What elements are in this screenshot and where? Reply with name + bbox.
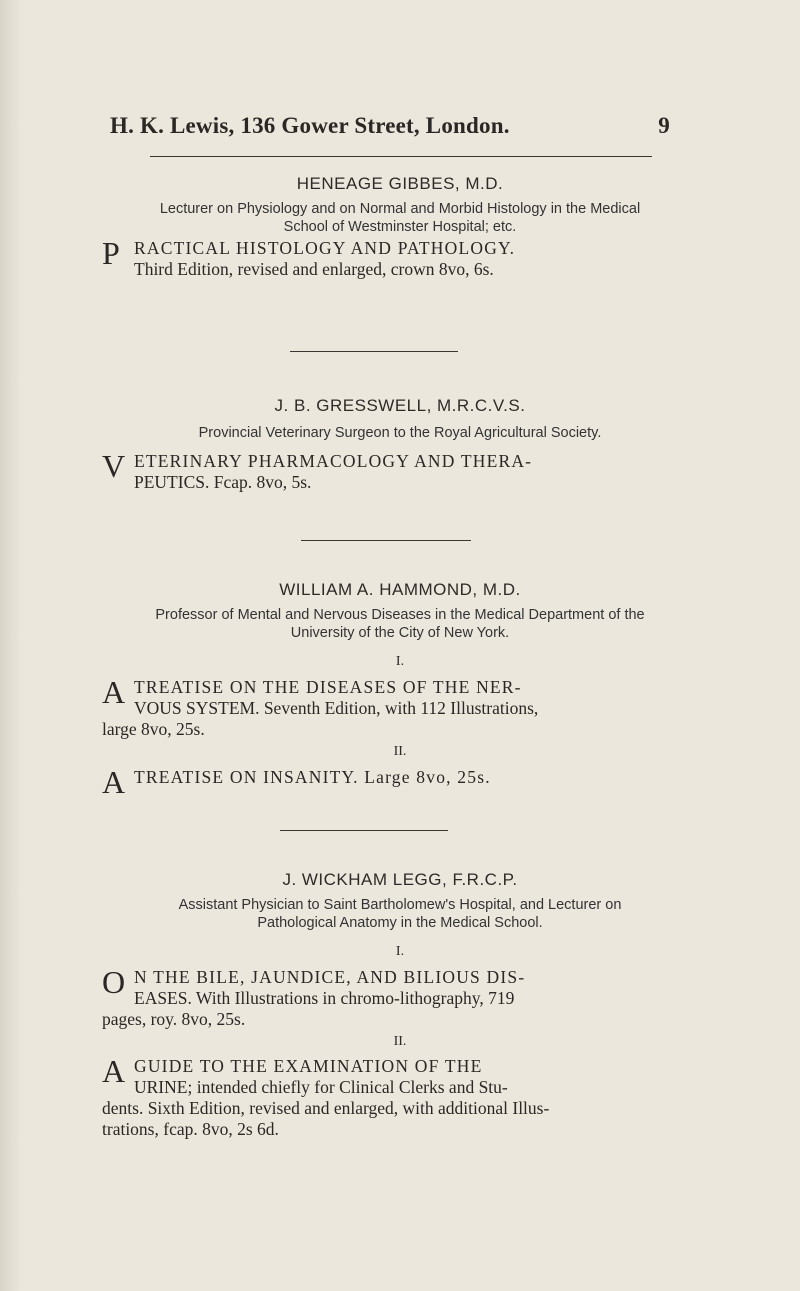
author-description: Assistant Physician to Saint Bartholomew's Hospital, and Lecturer on Pathological Anatomy in the Medical School. (178, 897, 622, 931)
drop-cap: P (102, 235, 120, 271)
section-rule (280, 830, 448, 831)
entry-line: EASES. With Illustrations in chromo-lithography, 719 (134, 988, 515, 1008)
book-entry (102, 674, 657, 740)
author-name: J. B. GRESSWELL, M.R.C.V.S. (274, 396, 526, 415)
section-rule (290, 351, 458, 352)
drop-cap: O (102, 964, 126, 1000)
book-entry (102, 964, 657, 1030)
book-entry (102, 235, 657, 280)
entry-line: pages, roy. 8vo, 25s. (102, 1009, 246, 1029)
page-edge-shadow (0, 0, 22, 1291)
author-description: Lecturer on Physiology and on Normal and Morbid Histology in the Medical School of Westminster Hospital; etc. (159, 201, 641, 235)
entry-line: large 8vo, 25s. (102, 719, 205, 739)
work-number: I. (395, 944, 405, 959)
work-number: II. (393, 1034, 407, 1049)
drop-cap: A (102, 1053, 126, 1089)
running-head (110, 113, 670, 139)
entry-line: N THE BILE, JAUNDICE, AND BILIOUS DIS- (134, 967, 526, 987)
header-rule (150, 156, 652, 157)
author-description: Professor of Mental and Nervous Diseases in the Medical Department of the University of the City of New York. (155, 607, 645, 641)
drop-cap: A (102, 674, 126, 710)
running-head-text: H. K. Lewis, 136 Gower Street, London. (110, 113, 510, 138)
work-number: II. (393, 744, 407, 759)
section-rule (301, 540, 471, 541)
entry-line: GUIDE TO THE EXAMINATION OF THE (134, 1056, 483, 1076)
author-description: Provincial Veterinary Surgeon to the Royal Agricultural Society. (198, 425, 602, 441)
entry-line: ETERINARY PHARMACOLOGY AND THERA- (134, 451, 533, 471)
page-number: 9 (658, 113, 670, 138)
entry-line: PEUTICS. Fcap. 8vo, 5s. (134, 472, 312, 492)
entry-line: URINE; intended chiefly for Clinical Clerks and Stu- (134, 1077, 508, 1097)
author-name: J. WICKHAM LEGG, F.R.C.P. (282, 870, 518, 889)
drop-cap: V (102, 448, 126, 484)
work-number: I. (395, 654, 405, 669)
entry-line: Third Edition, revised and enlarged, crown 8vo, 6s. (134, 259, 494, 279)
book-entry (102, 1053, 657, 1140)
entry-line: dents. Sixth Edition, revised and enlarged, with additional Illus- (102, 1098, 550, 1118)
author-name: WILLIAM A. HAMMOND, M.D. (279, 580, 521, 599)
entry-line: trations, fcap. 8vo, 2s 6d. (102, 1119, 279, 1139)
entry-line: VOUS SYSTEM. Seventh Edition, with 112 Illustrations, (134, 698, 539, 718)
drop-cap: A (102, 764, 126, 800)
book-entry (102, 448, 657, 493)
author-name: HENEAGE GIBBES, M.D. (296, 174, 504, 193)
entry-line: TREATISE ON THE DISEASES OF THE NER- (134, 677, 522, 697)
book-entry (102, 764, 657, 800)
entry-line: TREATISE ON INSANITY. Large 8vo, 25s. (134, 767, 491, 787)
entry-line: RACTICAL HISTOLOGY AND PATHOLOGY. (134, 238, 516, 258)
